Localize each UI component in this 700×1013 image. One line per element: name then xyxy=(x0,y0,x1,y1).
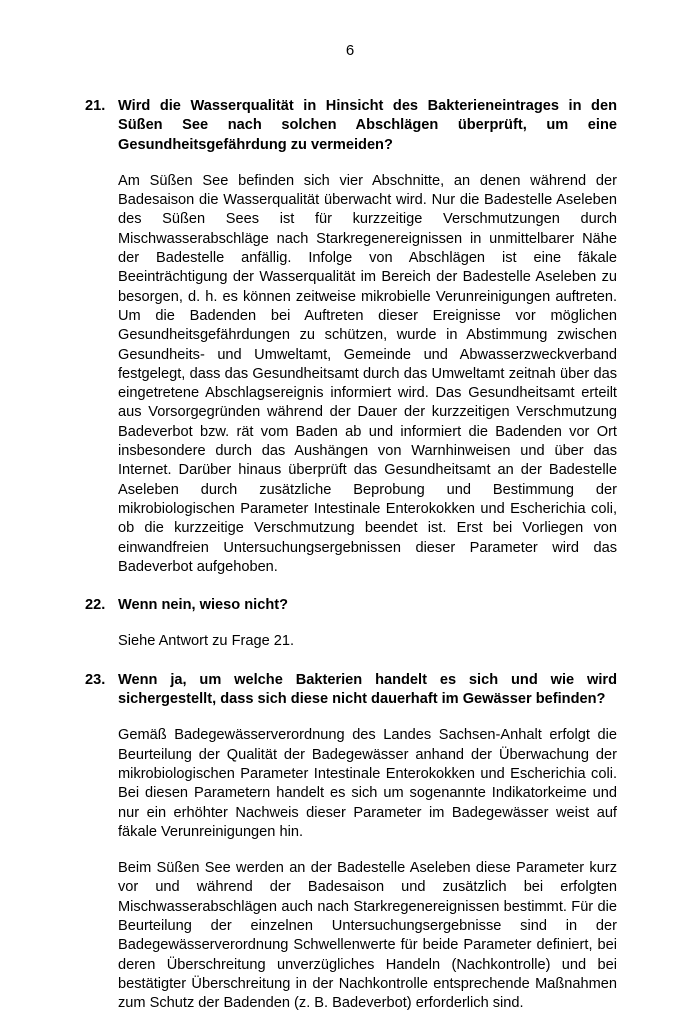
document-body xyxy=(85,97,617,1013)
question-text: Wird die Wasserqualität in Hinsicht des Bakterieneintrages in den Süßen See nach solchen Abschlägen überprüft, um eine Gesundheitsgefährdung zu vermeiden? xyxy=(118,98,617,153)
question-number: 22. xyxy=(85,597,106,614)
question-text: Wenn nein, wieso nicht? xyxy=(118,597,289,614)
answer-23-paragraph-1: Gemäß Badegewässerverordnung des Landes Sachsen-Anhalt erfolgt die Beurteilung der Qualität der Badegewässer anhand der Überwachung der mikrobiologischen Parameter Intestinale Enterokokken und Escherichia coli. Bei diesen Parametern handelt es sich um sogenannte Indikatorkeime und nur ein erhöhter Nachweis dieser Parameter im Badegewässer weist auf fäkale Verunreinigungen hin. xyxy=(118,727,617,840)
answer-21: Am Süßen See befinden sich vier Abschnitte, an denen während der Badesaison die Wasserqualität überwacht wird. Nur die Badestelle Aseleben des Süßen Sees ist für kurzzeitige Verschmutzungen durch Mischwasserabschläge nach Starkregenereignissen in unmittelbarer Nähe der Badestelle anfällig. Infolge von Abschlägen ist eine fäkale Beeinträchtigung der Wasserqualität im Bereich der Badestelle Aseleben zu besorgen, d. h. es können zeitweise mikrobielle Verunreinigungen auftreten. Um die Badenden bei Auftreten dieser Ereignisse vor möglichen Gesundheitsgefährdungen zu schützen, wurde in Abstimmung zwischen Gesundheits- und Umweltamt, Gemeinde und Abwasserzweckverband festgelegt, dass das Gesundheitsamt durch das Umweltamt zeitnah über das eingetretene Abschlagsereignis informiert wird. Das Gesundheitsamt erteilt aus Vorsorgegründen während der Dauer der kurzzeitigen Verschmutzung Badeverbot bzw. rät vom Baden ab und informiert die Badenden vor Ort insbesondere durch das Aushängen von Warnhinweisen und über das Internet. Darüber hinaus überprüft das Gesundheitsamt an der Badestelle Aseleben durch zusätzliche Beprobung und Bestimmung der mikrobiologischen Parameter Intestinale Enterokokken und Escherichia coli, ob die kurzzeitige Verschmutzung beendet ist. Erst bei Vorliegen von einwandfreien Untersuchungsergebnissen dieser Parameter wird das Badeverbot aufgehoben. xyxy=(118,172,617,575)
question-21 xyxy=(85,97,617,155)
question-23 xyxy=(85,671,617,710)
answer-22: Siehe Antwort zu Frage 21. xyxy=(118,633,295,650)
answer-23-paragraph-2: Beim Süßen See werden an der Badestelle Aseleben diese Parameter kurz vor und während der Badesaison und zusätzlich bei erfolgten Mischwasserabschlägen auch nach Starkregenereignissen bestimmt. Für die Beurteilung der einzelnen Untersuchungsergebnisse sind in der Badegewässerverordnung Schwellenwerte für beide Parameter definiert, bei deren Überschreitung unverzügliches Handeln (Nachkontrolle) und bei bestätigter Überschreitung in der Nachkontrolle entsprechende Maßnahmen zum Schutz der Badenden (z. B. Badeverbot) erforderlich sind. xyxy=(118,860,617,1012)
question-number: 21. xyxy=(85,98,106,114)
page-number: 6 xyxy=(345,42,355,59)
question-number: 23. xyxy=(85,671,106,688)
question-text: Wenn ja, um welche Bakterien handelt es sich und wie wird sichergestellt, dass sich diese nicht dauerhaft im Gewässer befinden? xyxy=(118,671,617,708)
question-22 xyxy=(85,596,617,615)
